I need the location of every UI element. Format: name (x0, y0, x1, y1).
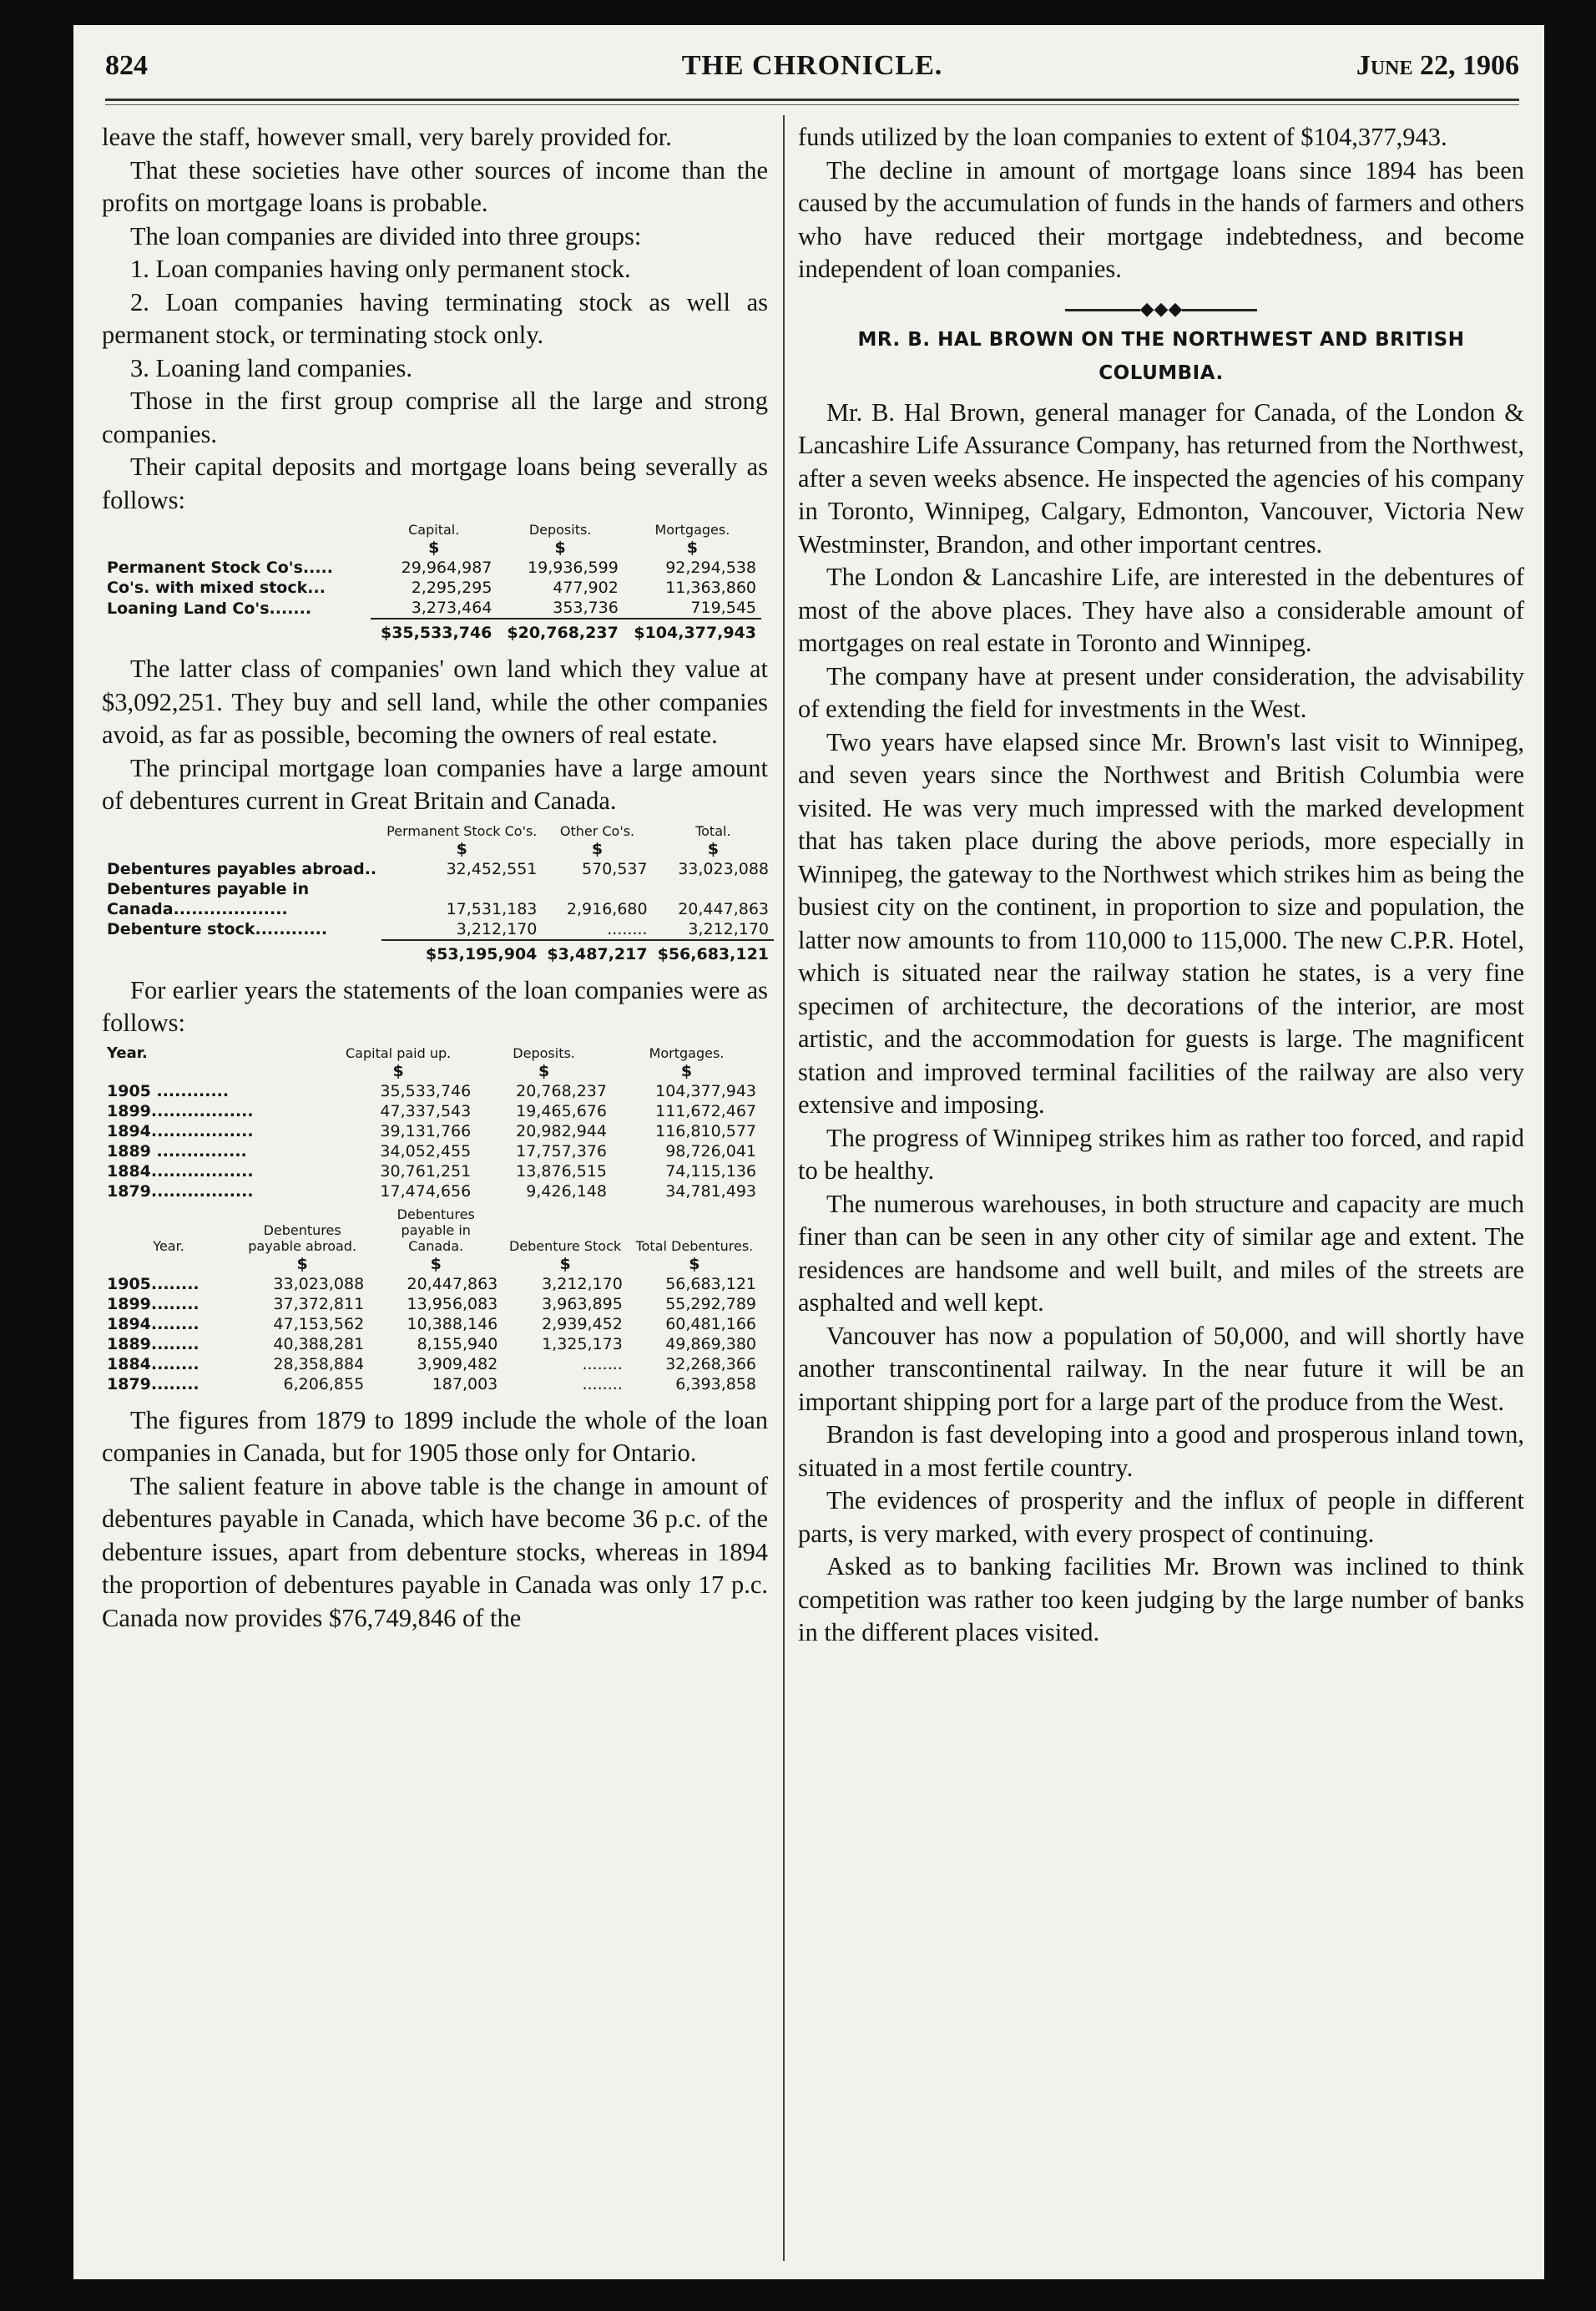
table-cell: 17,531,183 (446, 899, 538, 918)
publication-title: THE CHRONICLE. (681, 50, 943, 81)
row-label: 1899................. (107, 1101, 254, 1120)
paragraph: The London & Lancashire Life, are interested in the debentures of most of the above places. They have also a considerable amount of mortgages on real estate in Toronto and Winnipeg. (798, 563, 1524, 657)
row-label: 1884........ (107, 1354, 200, 1373)
issue-date: June 22, 1906 (1356, 50, 1519, 81)
section-ornament (798, 297, 1524, 319)
table-cell: 2,939,452 (542, 1314, 623, 1333)
table-cell: 74,115,136 (665, 1161, 756, 1181)
table-cell: 19,936,599 (528, 559, 619, 577)
table-row (102, 919, 774, 940)
table-cell: 56,683,121 (665, 1274, 756, 1293)
table-cell: 34,781,493 (665, 1181, 756, 1201)
table-cell: 3,212,170 (688, 919, 770, 938)
table-cell: 47,337,543 (380, 1101, 472, 1120)
page-number: 824 (105, 50, 148, 81)
unit-cell (102, 1254, 235, 1274)
table-cell: 111,672,467 (655, 1101, 756, 1120)
debentures-by-year-table (102, 1206, 761, 1394)
table-cell: 33,023,088 (273, 1274, 365, 1293)
paragraph: leave the staff, however small, very barely provided for. (102, 123, 672, 151)
table-header: Mortgages. (654, 522, 730, 538)
table-row (102, 1101, 761, 1121)
table-cell (102, 940, 381, 964)
paragraph: Asked as to banking facilities Mr. Brown was inclined to think competition was rather too keen judging by the large number of banks in the different places visited. (798, 1552, 1524, 1646)
table-row (102, 1141, 761, 1161)
unit-cell: $ (559, 1254, 571, 1273)
paragraph: The evidences of prosperity and the influx of people in different parts, is very marked, with every prospect of continuing. (798, 1486, 1524, 1548)
table-cell: 49,869,380 (665, 1334, 756, 1353)
unit-cell: $ (392, 1061, 404, 1080)
table-header (102, 522, 371, 538)
row-label: Co's. with mixed stock... (107, 579, 326, 597)
table-row (102, 1294, 761, 1314)
article-headline: MR. B. HAL BROWN ON THE NORTHWEST AND BRITISH COLUMBIA. (857, 328, 1465, 384)
row-label: 1894........ (107, 1314, 200, 1333)
table-header: Other Co's. (559, 822, 635, 839)
right-column (798, 121, 1524, 1650)
unit-cell (102, 839, 381, 859)
header-rule (105, 99, 1519, 101)
paragraph: The figures from 1879 to 1899 include the whole of the loan companies in Canada, but for 1905 those only for Ontario. (102, 1405, 768, 1467)
page-header (105, 50, 1519, 92)
table-cell: 39,131,766 (380, 1121, 472, 1140)
list-item: 1. Loan companies having only permanent stock. (130, 255, 631, 283)
row-label: Permanent Stock Co's..... (107, 559, 333, 577)
table-header: Mortgages. (649, 1044, 725, 1061)
unit-cell: $ (689, 1254, 700, 1273)
row-label: Debenture stock............ (107, 920, 328, 938)
table-cell: 37,372,811 (273, 1294, 365, 1313)
table-header: Capital paid up. (346, 1044, 452, 1061)
table-row (102, 1081, 761, 1101)
table-row (102, 1121, 761, 1141)
table-header: Year. (153, 1237, 184, 1254)
table-header: Capital. (408, 522, 460, 538)
debentures-table (102, 823, 774, 964)
paragraph: Brandon is fast developing into a good and prosperous inland town, situated in a most fertile country. (798, 1420, 1524, 1482)
table-cell: 353,736 (553, 599, 619, 617)
table-cell: 17,474,656 (380, 1181, 472, 1201)
table-cell: 6,206,855 (283, 1374, 365, 1393)
table-cell: 6,393,858 (675, 1374, 756, 1393)
table-cell: 3,273,464 (411, 599, 492, 617)
row-label: Debentures payables abroad.. (107, 859, 377, 878)
paragraph: That these societies have other sources of income than the profits on mortgage loans is probable. (102, 155, 768, 217)
table-cell: 13,876,515 (516, 1161, 607, 1181)
table-header: Permanent Stock Co's. (386, 822, 538, 839)
paragraph: The company have at present under consideration, the advisability of extending the field for investments in the West. (798, 661, 1524, 723)
table-cell: 40,388,281 (273, 1334, 365, 1353)
table-cell: 1,325,173 (542, 1334, 623, 1353)
table-header: Debentures payable in Canada. (396, 1206, 475, 1254)
row-label: 1905 ............ (107, 1081, 230, 1100)
table-cell (102, 619, 371, 643)
unit-cell: $ (430, 1254, 442, 1273)
table-cell: ........ (582, 1354, 623, 1373)
table-cell: 8,155,940 (417, 1334, 498, 1353)
table-cell: 33,023,088 (678, 859, 770, 878)
row-label: 1899........ (107, 1294, 200, 1313)
table-cell: 187,003 (432, 1374, 498, 1393)
left-column (102, 121, 768, 1635)
table-row (102, 578, 761, 598)
table-row (102, 1181, 761, 1201)
table-row (102, 1374, 761, 1394)
paragraph: The principal mortgage loan companies have a large amount of debentures current in Great Britain and Canada. (102, 753, 768, 815)
list-item: 3. Loaning land companies. (130, 353, 412, 382)
table-cell: 20,447,863 (407, 1274, 498, 1293)
table-cell: 3,212,170 (456, 919, 538, 938)
unit-cell: $ (680, 1061, 693, 1080)
ornament-diamonds-icon: ◆◆◆ (1139, 297, 1183, 319)
row-label: Debentures payable in Canada................... (107, 879, 310, 918)
unit-cell: $ (538, 1061, 550, 1080)
table-cell: 35,533,746 (380, 1081, 472, 1100)
table-cell: 20,768,237 (516, 1081, 607, 1100)
row-label: 1879........ (107, 1374, 200, 1393)
unit-cell: $ (686, 539, 699, 557)
table-header: Total. (695, 822, 731, 839)
table-cell: 477,902 (553, 579, 619, 597)
table-row (102, 879, 774, 919)
list-item: 2. Loan companies having terminating stock as well as permanent stock, or terminating stock only. (102, 287, 768, 349)
row-label: 1905........ (107, 1274, 200, 1293)
table-cell: 47,153,562 (273, 1314, 365, 1333)
table-header: Deposits. (513, 1044, 575, 1061)
row-label: 1879................. (107, 1181, 254, 1201)
paragraph: For earlier years the statements of the loan companies were as follows: (102, 975, 768, 1037)
table-cell: ........ (607, 919, 648, 938)
paragraph: Two years have elapsed since Mr. Brown's last visit to Winnipeg, and seven years since the Northwest and British Columbia were visited. He was very much impressed with the marked development that has taken place during the above periods, more especially in Winnipeg, the gateway to the Northwest which strikes him as being the busiest city on the continent, in proportion to size and population, the latter now amounts to from 110,000 to 115,000. The new C.P.R. Hotel, which is situated near the railway station he states, is a very fine specimen of architecture, the decorations of the interior, are most artistic, and the accommodation for guests is large. The magnificent station and improved terminal facilities of the railway are also very extensive and imposing. (798, 727, 1524, 1119)
table-cell: ........ (582, 1374, 623, 1393)
paragraph: The latter class of companies' own land which they value at $3,092,251. They buy and sell land, while the other companies avoid, as far as possible, becoming the owners of real estate. (102, 655, 768, 749)
paragraph: The salient feature in above table is the change in amount of debentures payable in Canada, which have become 36 p.c. of the debenture issues, apart from debenture stocks, whereas in 1894 the proportion of debentures payable in Canada was only 17 p.c. Canada now provides $76,749,846 of the (102, 1471, 768, 1632)
total-cell: $3,487,217 (542, 940, 652, 964)
table-cell: 29,964,987 (401, 559, 492, 577)
totals-row (102, 940, 774, 964)
total-cell: $56,683,121 (653, 940, 774, 964)
header-rule-thin (105, 104, 1519, 105)
column-divider (783, 115, 785, 2261)
unit-cell: $ (591, 839, 604, 858)
paragraph: funds utilized by the loan companies to extent of $104,377,943. (798, 123, 1447, 151)
row-label: 1884................. (107, 1161, 254, 1181)
table-row (102, 1161, 761, 1181)
paragraph: Vancouver has now a population of 50,000, and will shortly have another transcontinental railway. In the near future it will be an important shipping port for a large part of the produce from the West. (798, 1321, 1524, 1416)
paragraph: Mr. B. Hal Brown, general manager for Canada, of the London & Lancashire Life Assurance Company, has returned from the Northwest, after a seven weeks absence. He inspected the agencies of his company in Toronto, Winnipeg, Calgary, Edmonton, Vancouver, Victoria New Westminster, Brandon, and other important centres. (798, 397, 1524, 559)
table-cell: 55,292,789 (665, 1294, 756, 1313)
table-cell: 116,810,577 (655, 1121, 756, 1140)
table-cell: 92,294,538 (665, 559, 756, 577)
table-cell: 2,295,295 (411, 579, 492, 597)
unit-cell: $ (428, 539, 440, 557)
unit-cell (102, 1061, 321, 1081)
table-cell: 32,268,366 (665, 1354, 756, 1373)
table-header (102, 823, 381, 839)
row-label: 1889........ (107, 1334, 200, 1353)
table-cell: 13,956,083 (407, 1294, 498, 1313)
paragraph: The decline in amount of mortgage loans since 1894 has been caused by the accumulation of funds in the hands of farmers and others who have reduced their mortgage indebtedness, and become independent of loan companies. (798, 155, 1524, 283)
table-row (102, 1314, 761, 1334)
table-header: Debentures payable abroad. (248, 1221, 357, 1254)
unit-cell: $ (456, 839, 467, 858)
earlier-years-table (102, 1045, 761, 1201)
row-label: 1894................. (107, 1121, 254, 1140)
unit-cell: $ (554, 539, 566, 557)
table-row (102, 1354, 761, 1374)
unit-cell: $ (296, 1254, 308, 1273)
table-cell: 28,358,884 (273, 1354, 365, 1373)
table-cell: 20,982,944 (516, 1121, 607, 1140)
table-cell: 11,363,860 (665, 579, 756, 597)
table-cell: 3,963,895 (542, 1294, 623, 1313)
table-header: Deposits. (528, 522, 592, 538)
table-cell: 719,545 (690, 599, 756, 617)
table-cell: 32,452,551 (446, 859, 538, 878)
total-cell: $35,533,746 (371, 619, 497, 643)
unit-cell (102, 538, 371, 558)
total-cell: $53,195,904 (381, 940, 542, 964)
table-header: Debenture Stock (508, 1237, 622, 1254)
row-label: Loaning Land Co's....... (107, 599, 312, 618)
table-cell: 98,726,041 (665, 1141, 756, 1161)
table-cell: 30,761,251 (380, 1161, 472, 1181)
table-cell: 34,052,455 (380, 1141, 472, 1161)
table-cell: 570,537 (582, 859, 648, 878)
table-cell: 17,757,376 (516, 1141, 607, 1161)
newspaper-page (73, 25, 1544, 2279)
table-row (102, 859, 774, 879)
table-row (102, 558, 761, 578)
totals-row (102, 619, 761, 643)
total-cell: $104,377,943 (624, 619, 761, 643)
table-cell: 19,465,676 (516, 1101, 607, 1120)
table-row (102, 1334, 761, 1354)
table-cell: 20,447,863 (678, 899, 770, 918)
total-cell: $20,768,237 (497, 619, 623, 643)
table-cell: 3,212,170 (542, 1274, 623, 1293)
paragraph: The numerous warehouses, in both structure and capacity are much finer than can be seen in any other city of similar age and extent. The residences are handsome and well built, and miles of the streets are asphalted and well kept. (798, 1189, 1524, 1317)
table-cell: 9,426,148 (526, 1181, 607, 1201)
table-row (102, 1274, 761, 1294)
table-header: Total Debentures. (635, 1237, 754, 1254)
unit-cell: $ (707, 839, 719, 858)
paragraph: The loan companies are divided into three groups: (130, 221, 642, 250)
table-cell: 10,388,146 (407, 1314, 498, 1333)
table-cell: 2,916,680 (566, 899, 648, 918)
capital-deposits-mortgages-table (102, 522, 761, 643)
paragraph: Those in the first group comprise all the large and strong companies. (102, 387, 768, 448)
table-cell: 3,909,482 (417, 1354, 498, 1373)
table-cell: 104,377,943 (655, 1081, 756, 1100)
table-cell: 60,481,166 (665, 1314, 756, 1333)
row-label: 1889 ............... (107, 1141, 247, 1161)
table-header: Year. (107, 1044, 148, 1062)
table-row (102, 598, 761, 619)
paragraph: Their capital deposits and mortgage loans being severally as follows: (102, 453, 768, 514)
paragraph: The progress of Winnipeg strikes him as rather too forced, and rapid to be healthy. (798, 1123, 1524, 1185)
